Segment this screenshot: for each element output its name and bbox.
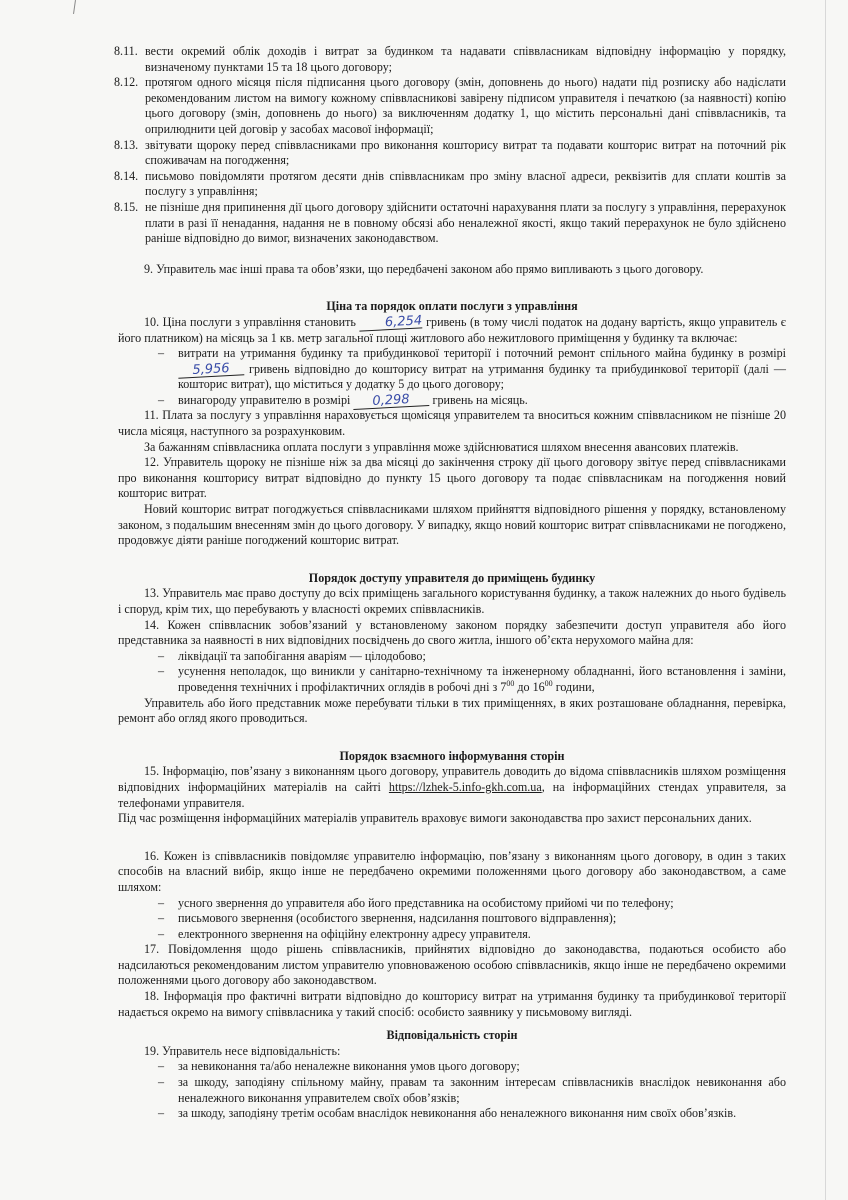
section-heading-access: Порядок доступу управителя до приміщень будинку <box>308 570 596 585</box>
clause-14-item-repairs: – усунення неполадок, що виникли у санітарно-технічному та інженерному обладнанні, його встановлення і заміни, проведення технічних і профілактичних оглядів в робочі дні з $7^{00}$ до $16^{00}$ години, <box>158 664 786 694</box>
handwritten-reward: 0,298 <box>353 392 430 410</box>
clause-8-11: 8.11. вести окремий облік доходів і витрат за будинком та надавати співвласникам відповідну інформацію у порядку, визначеному пунктами 15 та 18 цього договору; <box>114 44 786 74</box>
scan-edge-line <box>825 0 826 1200</box>
handwritten-price-total: 6,254 <box>359 314 423 331</box>
clause-9: 9. Управитель має інші права та обов’язки, що передбачені законом або прямо випливають з цього договору. <box>144 261 704 276</box>
clause-16-item-electronic: – електронного звернення на офіційну електронну адресу управителя. <box>158 926 531 941</box>
clause-16-item-oral: – усного звернення до управителя або його представника на особистому прийомі чи по телефону; <box>158 895 674 910</box>
section-heading-info: Порядок взаємного інформування сторін <box>339 748 565 763</box>
clause-8-12: 8.12. протягом одного місяця після підписання цього договору (змін, доповнень до нього) надати під розписку або надіслати рекомендованим листом на вимогу кожному співвласникові завірену підписом управителя і печаткою (за наявності) копію цього договору (змін, доповнень до нього) за виключенням додатку 1, що містить персональні дані співвласників, та оприлюднити цей договір у засобах масової інформації; <box>114 75 786 136</box>
section-heading-price: Ціна та порядок оплати послуги з управління <box>326 299 578 314</box>
clause-11: 11. Плата за послугу з управління нараховується щомісяця управителем та вноситься кожним співвласником не пізніше 20 числа місяця, наступного за розрахунковим. <box>118 408 786 439</box>
clause-14-presence: Управитель або його представник може перебувати тільки в тих приміщеннях, в яких розташоване обладнання, перевірка, ремонт або огляд якого проводиться. <box>118 695 786 726</box>
clause-19: 19. Управитель несе відповідальність: <box>144 1043 341 1058</box>
clause-14: 14. Кожен співвласник зобов’язаний у встановленому законом порядку забезпечити доступ управителя або його представника за наявності в них відповідних посвідчень до свого житла, іншого об’єкта нерухомого майна для: <box>118 617 786 648</box>
clause-15: 15. Інформацію, пов’язану з виконанням цього договору, управитель доводить до відома співвласників шляхом розміщення відповідних інформаційних матеріалів на сайті https://lzhek-5.info-gkh.com.ua, на інформаційних стендах управителя, за телефонами управителя. <box>118 764 787 810</box>
clause-8-15: 8.15. не пізніше дня припинення дії цього договору здійснити остаточні нарахування плати за послугу з управління, перерахунок плати в разі її ненадання, надання не в повному обсязі або неналежної якості, якщо такий перерахунок не було здійснено раніше відповідно до вимог, визначених законодавством. <box>114 199 786 246</box>
clause-15-personal-data: Під час розміщення інформаційних матеріалів управитель враховує вимоги законодавства про захист персональних даних. <box>118 811 752 826</box>
clause-8-14: 8.14. письмово повідомляти протягом десяти днів співвласникам про зміну власної адреси, реквізитів для сплати коштів за послугу з управління; <box>114 168 786 199</box>
section-heading-responsibility: Відповідальність сторін <box>386 1028 518 1043</box>
clause-14-item-accidents: – ліквідації та запобігання аваріям — цілодобово; <box>158 648 426 663</box>
clause-17: 17. Повідомлення щодо рішень співвласників, прийнятих відповідно до законодавства, подаються особисто або надсилаються рекомендованим листом управителю уповноваженою особою співвласників, якщо інше не передбачено окремими положеннями цього договору або законодавством. <box>118 942 786 988</box>
clause-16-item-written: – письмового звернення (особистого звернення, надсилання поштового відправлення); <box>158 911 617 926</box>
clause-10-item-maintenance: – витрати на утримання будинку та прибудинкової території і поточний ремонт спільного майна будинку в розмірі 5,956 гривень відповідно до кошторису витрат на утримання будинку та прибудинкової території (далі — кошторис витрат), що міститься у додатку 5 до цього договору; <box>158 346 786 392</box>
clause-8-13: 8.13. звітувати щороку перед співвласниками про виконання кошторису витрат та подавати кошторис витрат на поточний рік споживачам на погодження; <box>114 137 786 168</box>
handwritten-maintenance-cost: 5,956 <box>178 361 245 378</box>
clause-11-advance: За бажанням співвласника оплата послуги з управління може здійснюватися шляхом внесення авансових платежів. <box>144 439 739 454</box>
clause-16: 16. Кожен із співвласників повідомляє управителю інформацію, пов’язану з виконанням цього договору, в один з таких способів на власний вибір, якщо інше не передбачено окремими положеннями цього договору або законодавством, а саме шляхом: <box>118 848 786 894</box>
clause-19-item-property: – за шкоду, заподіяну спільному майну, правам та законним інтересам співвласників внаслідок невиконання або неналежного виконання управителем своїх обов’язків; <box>158 1075 786 1105</box>
website-link[interactable]: https://lzhek-5.info-gkh.com.ua <box>388 779 542 794</box>
clause-10-item-reward: – винагороду управителю в розмірі 0,298 гривень на місяць. <box>158 391 528 409</box>
clause-13: 13. Управитель має право доступу до всіх приміщень загального користування будинку, а також належних до нього будівель і споруд, крім тих, що перебувають у власності окремих співвласників. <box>118 586 786 616</box>
clause-12-new-estimate: Новий кошторис витрат погоджується співвласниками шляхом прийняття відповідного рішення у порядку, встановленому законом, з подальшим внесенням змін до цього договору. У випадку, якщо новий кошторис витрат співвласниками не погоджено, продовжує діяти раніше погоджений кошторис витрат. <box>118 502 786 548</box>
clause-19-item-contract: – за невиконання та/або неналежне виконання умов цього договору; <box>158 1059 520 1074</box>
clause-10: 10. Ціна послуги з управління становить 6,254 гривень (в тому числі податок на додану вартість, якщо управитель є його платником) на місяць за 1 кв. метр загальної площі житлового або нежитлового приміщення у будинку та включає: <box>118 313 786 345</box>
clause-19-item-third-parties: – за шкоду, заподіяну третім особам внаслідок невиконання або неналежного виконання ним своїх обов’язків. <box>158 1106 737 1121</box>
clause-12: 12. Управитель щороку не пізніше ніж за два місяці до закінчення строку дії цього договору звітує перед співвласниками про виконання кошторису витрат відповідно до пункту 15 цього договору та подає співвласникам на погодження новий кошторис витрат. <box>118 455 786 501</box>
clause-18: 18. Інформація про фактичні витрати відповідно до кошторису витрат на утримання будинку та прибудинкової території надається окремо на вимогу співвласника у такий спосіб: особисто заявнику у письмовому вигляді. <box>118 989 786 1019</box>
